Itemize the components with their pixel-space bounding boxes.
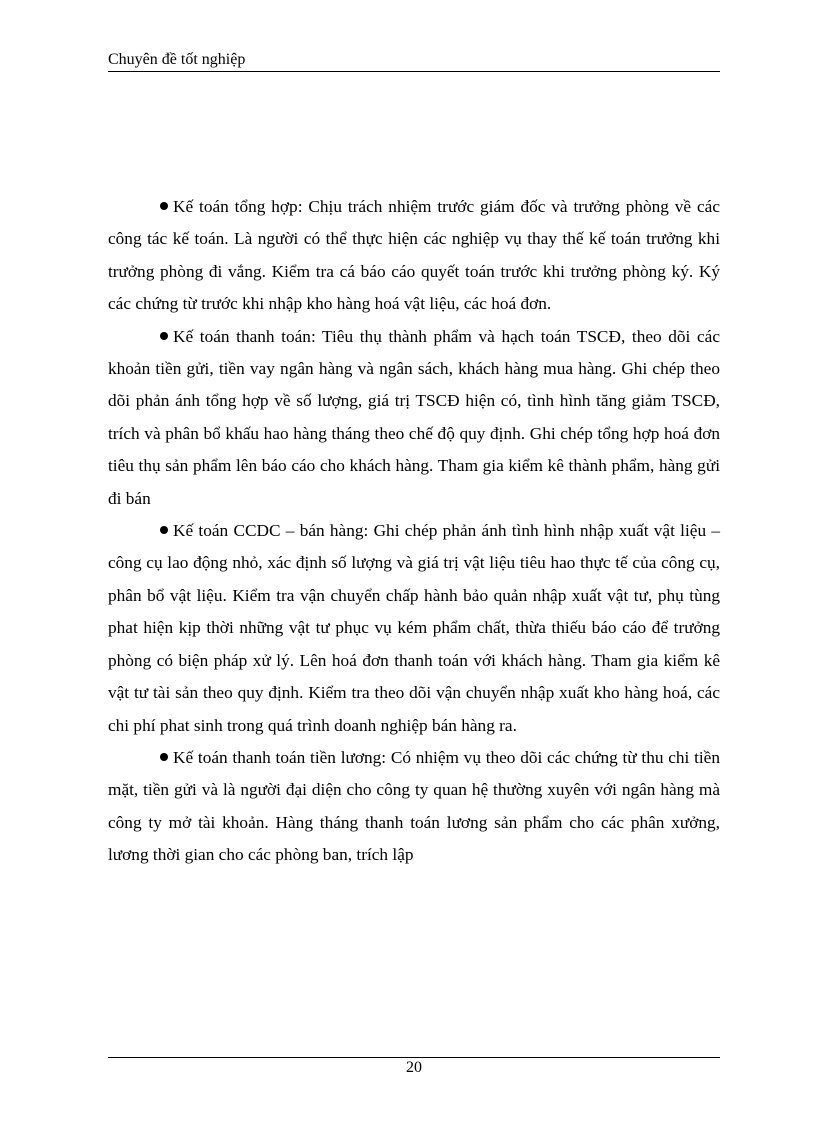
paragraph-text: Kế toán thanh toán tiền lương: Có nhiệm vụ theo dõi các chứng từ thu chi tiền mặt, tiền gửi và là người đại diện cho công ty quan hệ thường xuyên với ngân hàng mà công ty mở tài khoản. Hàng tháng thanh toán lương sản phẩm cho các phân xưởng, lương thời gian cho các phòng ban, trích lập <box>108 747 720 865</box>
bullet-dot-icon <box>160 526 168 534</box>
paragraph-ke-toan-ccdc-ban-hang <box>108 515 720 742</box>
paragraph-ke-toan-tong-hop <box>108 191 720 321</box>
bullet-dot-icon <box>160 753 168 761</box>
paragraph-text: Kế toán CCDC – bán hàng: Ghi chép phản ánh tình hình nhập xuất vật liệu –công cụ lao động nhỏ, xác định số lượng và giá trị vật liệu tiêu hao thực tế của công cụ, phân bổ vật liệu. Kiểm tra vận chuyển chấp hành bảo quản nhập xuất vật tư, phụ tùng phat hiện kịp thời những vật tư phục vụ kém phẩm chất, thừa thiếu báo cáo để trưởng phòng có biện pháp xử lý. Lên hoá đơn thanh toán với khách hàng. Tham gia kiểm kê vật tư tài sản theo quy định. Kiểm tra theo dõi vận chuyển nhập xuất kho hàng hoá, các chi phí phat sinh trong quá trình doanh nghiệp bán hàng ra. <box>108 521 720 735</box>
header-divider <box>108 71 720 72</box>
document-body <box>108 191 720 872</box>
paragraph-text: Kế toán tổng hợp: Chịu trách nhiệm trước giám đốc và trưởng phòng về các công tác kế toán. Là người có thể thực hiện các nghiệp vụ thay thế kế toán trưởng khi trưởng phòng đi vắng. Kiểm tra cá báo cáo quyết toán trước khi trưởng phòng ký. Ký các chứng từ trước khi nhập kho hàng hoá vật liệu, các hoá đơn. <box>108 197 720 314</box>
page-header <box>108 50 720 70</box>
header-title: Chuyên đề tốt nghiệp <box>108 51 246 68</box>
page-number: 20 <box>406 1059 422 1076</box>
paragraph-ke-toan-thanh-toan <box>108 321 720 515</box>
bullet-dot-icon <box>160 202 168 210</box>
paragraph-text: Kế toán thanh toán: Tiêu thụ thành phẩm và hạch toán TSCĐ, theo dõi các khoản tiền gửi, tiền vay ngân hàng và ngân sách, khách hàng mua hàng. Ghi chép theo dõi phản ánh tổng hợp về số lượng, giá trị TSCĐ hiện có, tình hình tăng giảm TSCĐ, trích và phân bổ khấu hao hàng tháng theo chế độ quy định. Ghi chép tổng hợp hoá đơn tiêu thụ sản phẩm lên báo cáo cho khách hàng. Tham gia kiểm kê thành phẩm, hàng gửi đi bán <box>108 326 720 508</box>
bullet-dot-icon <box>160 332 168 340</box>
paragraph-ke-toan-tien-luong <box>108 742 720 872</box>
